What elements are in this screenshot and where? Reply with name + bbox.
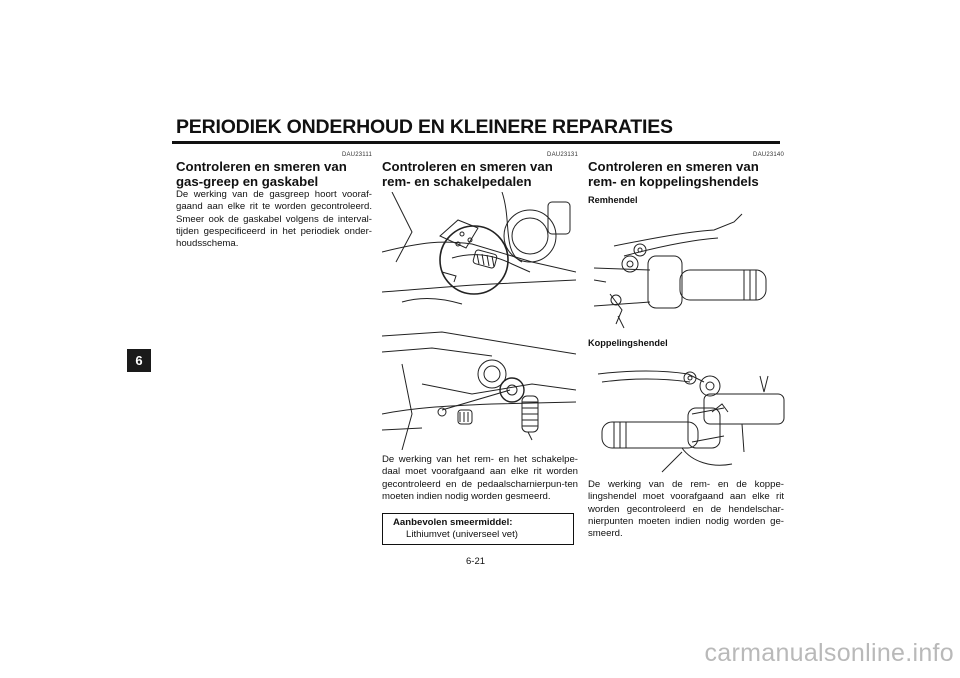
chapter-tab: 6	[127, 349, 151, 372]
section-body: De werking van de rem- en de koppe-lingshendel moet voorafgaand aan elke rit worden gecontroleerd en de hendelschar-nierpunten moeten indien nodig worden ge-smeerd.	[588, 479, 784, 540]
title-rule	[172, 141, 780, 144]
clutch-lever-illustration	[592, 352, 786, 476]
brake-pedal-illustration	[382, 192, 576, 322]
brake-lever-illustration	[594, 210, 786, 334]
section-body: De werking van de gasgreep hoort vooraf-gaand aan elke rit te worden gecontroleerd. Smeer ook de gaskabel volgens de interval-tijden gespecificeerd in het periodiek onder-houdsschema.	[176, 189, 372, 250]
clutch-label-wrap	[588, 338, 784, 348]
shift-pedal-illustration	[382, 324, 576, 450]
section-body: De werking van het rem- en het schakelpe-daal moet voorafgaand aan elke rit worden gecontroleerd en de pedaalscharnierpun-ten moeten indien nodig worden gesmeerd.	[382, 454, 578, 502]
section-code: DAU23131	[547, 152, 578, 158]
section-title: Controleren en smeren van gas-greep en gaskabel	[176, 159, 347, 189]
lubricant-note-title: Aanbevolen smeermiddel:	[393, 517, 513, 528]
lubricant-note-box	[382, 513, 574, 545]
section-throttle	[176, 152, 372, 250]
lubricant-note-value: Lithiumvet (universeel vet)	[406, 529, 518, 540]
section-code: DAU23111	[341, 152, 372, 158]
section-pedals	[382, 152, 578, 189]
front-brake-label-wrap	[588, 195, 784, 205]
section-title: Controleren en smeren van rem- en schakelpedalen	[382, 159, 553, 189]
page-title: PERIODIEK ONDERHOUD EN KLEINERE REPARATIES	[176, 116, 673, 138]
page-number: 6-21	[466, 556, 486, 567]
section-code: DAU23140	[753, 152, 784, 158]
section-levers	[588, 152, 784, 189]
watermark: carmanualsonline.info	[704, 639, 954, 667]
section-pedals-body	[382, 454, 578, 503]
section-title: Controleren en smeren van rem- en koppelingshendels	[588, 159, 759, 189]
section-levers-body	[588, 479, 784, 540]
front-brake-label: Remhendel	[588, 195, 638, 205]
clutch-lever-label: Koppelingshendel	[588, 338, 668, 348]
